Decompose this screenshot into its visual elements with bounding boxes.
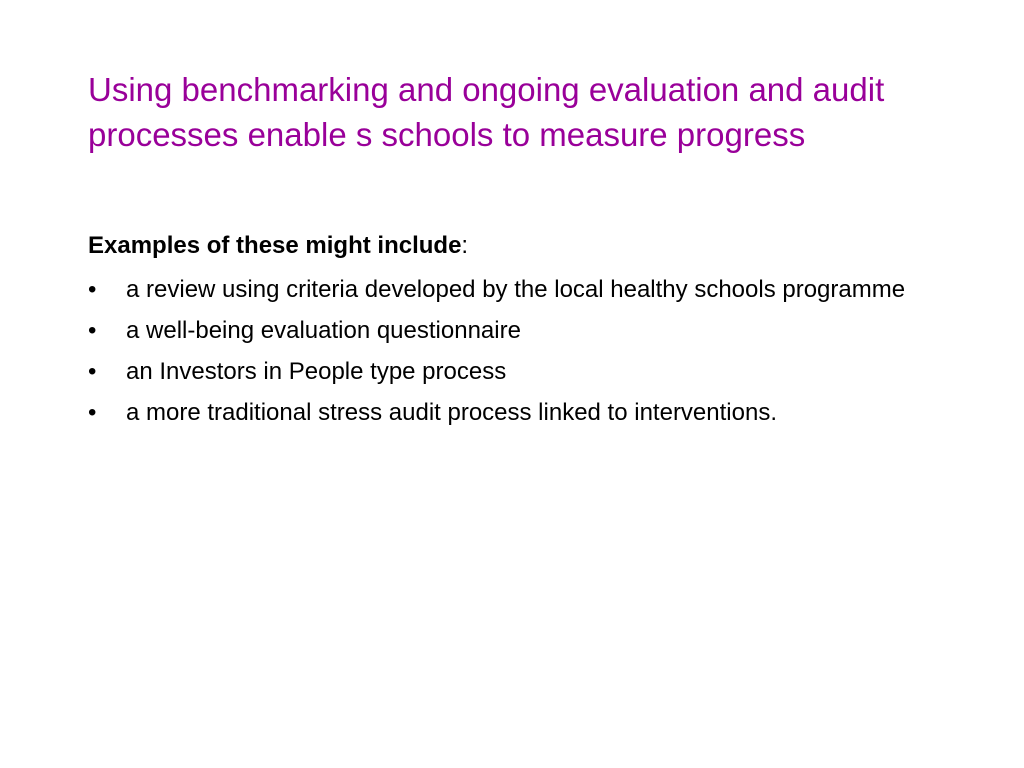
bullet-item xyxy=(88,396,968,430)
intro-text xyxy=(88,229,968,263)
bullet-icon: • xyxy=(88,358,97,385)
bullet-text: a more traditional stress audit process linked to interventions. xyxy=(126,399,777,426)
bullet-icon: • xyxy=(88,317,97,344)
bullet-item xyxy=(88,355,968,389)
bullet-text: a review using criteria developed by the local healthy schools programme xyxy=(126,276,906,303)
bullet-item xyxy=(88,314,968,348)
bullet-icon: • xyxy=(88,399,97,426)
intro-bold-text: Examples of these might include xyxy=(88,232,462,259)
bullet-icon: • xyxy=(88,276,97,303)
bullet-list xyxy=(88,273,968,430)
slide-body xyxy=(88,229,968,437)
intro-colon: : xyxy=(461,232,469,259)
slide-title: Using benchmarking and ongoing evaluation and audit processes enable s schools to measure progress xyxy=(88,71,885,153)
bullet-text: an Investors in People type process xyxy=(126,358,507,385)
bullet-text: a well-being evaluation questionnaire xyxy=(126,317,521,344)
bullet-item xyxy=(88,273,968,307)
